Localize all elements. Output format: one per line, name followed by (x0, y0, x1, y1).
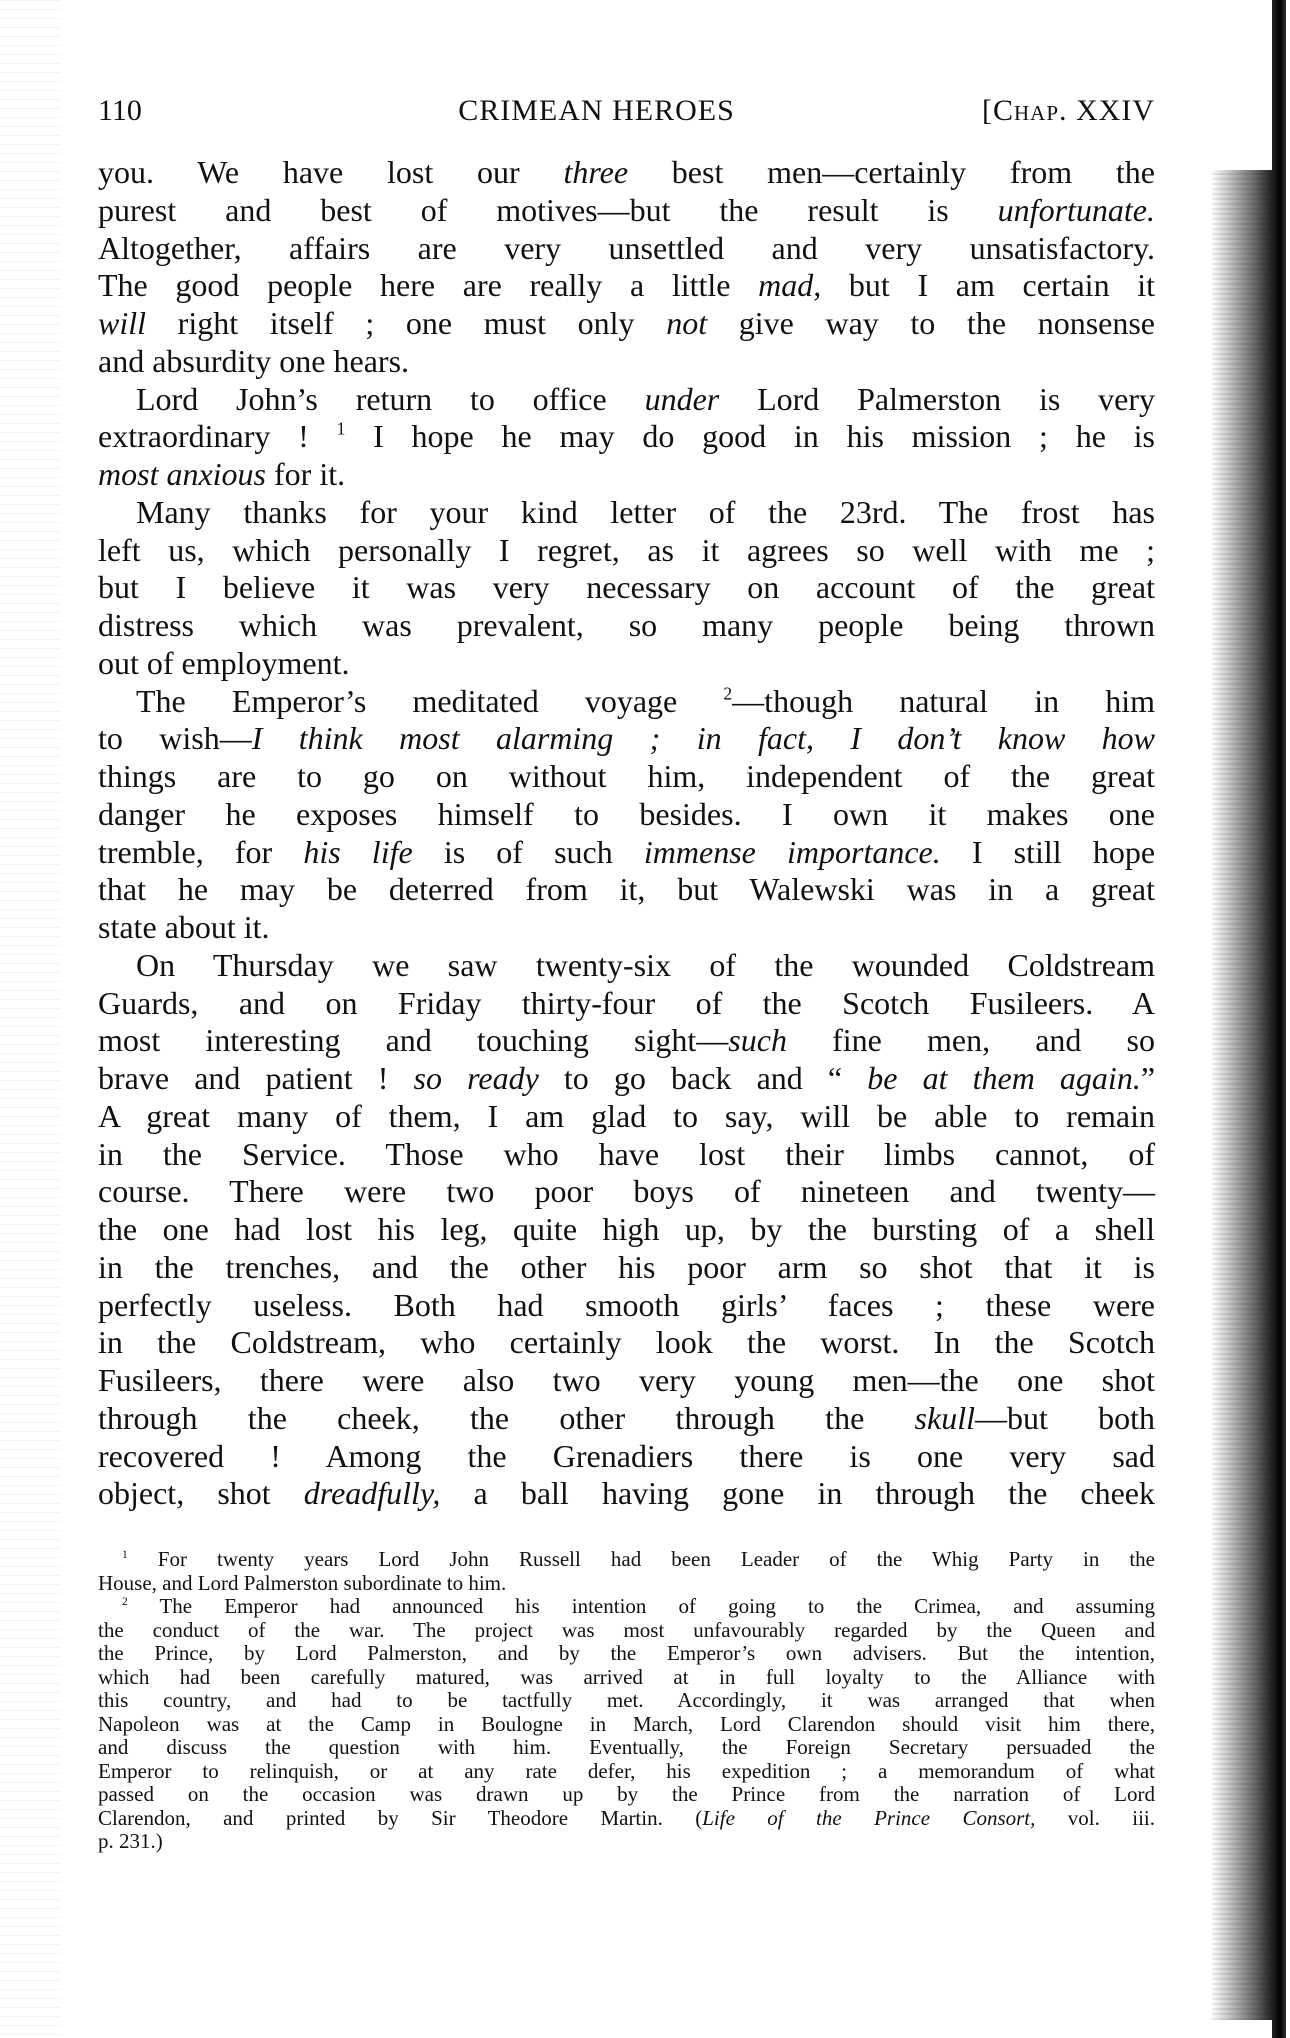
body-line (98, 645, 1155, 683)
italic-text: his life (303, 833, 413, 870)
italic-text: will (98, 305, 147, 341)
text-run: perfectly useless. Both had smooth girls’ faces ; these were (98, 1286, 1155, 1323)
body-line (98, 1173, 1155, 1211)
body-line (98, 1400, 1155, 1438)
body-line (98, 343, 1155, 381)
footnote-line (98, 1619, 1155, 1643)
body-line (98, 532, 1155, 570)
text-run: recovered ! Among the Grenadiers there is one very sad (98, 1437, 1155, 1474)
text-run: I hope he may do good in his mission ; he is (345, 418, 1156, 455)
text-run: Lord John’s return to office (136, 380, 645, 417)
footnotes (98, 1548, 1155, 1854)
body-line (98, 683, 1155, 721)
italic-text: Life of the Prince Consort, (702, 1805, 1036, 1830)
body-line (98, 381, 1155, 419)
body-line (98, 796, 1155, 834)
body-line (98, 1136, 1155, 1174)
text-run: I still hope (940, 833, 1156, 870)
body-line (98, 834, 1155, 872)
text-run: but I am certain it (821, 267, 1156, 304)
text-run: is of such (412, 833, 644, 870)
italic-text: I think most alarming ; in fact, I don’t know how (251, 720, 1156, 757)
text-run: to go back and “ (538, 1060, 868, 1096)
text-run: in the Service. Those who have lost their limbs cannot, of (98, 1135, 1155, 1172)
page-edge-dark (1272, 0, 1286, 2038)
text-run: Many thanks for your kind letter of the 23rd. The frost has (136, 493, 1155, 530)
footnote-line (98, 1642, 1155, 1666)
text-run: things are to go on without him, independent of the great (98, 758, 1155, 794)
text-run: and absurdity one hears. (98, 342, 410, 379)
footnote-line (98, 1666, 1155, 1690)
footnote-marker: 1 (336, 418, 346, 439)
text-run: state about it. (98, 909, 270, 945)
text-run: to wish— (98, 720, 252, 757)
footnote-marker: 2 (723, 683, 733, 704)
italic-text: such (728, 1022, 787, 1059)
text-run: course. There were two poor boys of nineteen and twenty— (98, 1173, 1155, 1210)
body-line (98, 1211, 1155, 1249)
body-line (98, 1098, 1155, 1136)
text-run: Lord Palmerston is very (719, 380, 1156, 417)
text-run: best men—certainly from the (628, 154, 1156, 190)
footnote-line (98, 1595, 1155, 1619)
text-run: the Prince, by Lord Palmerston, and by the Emperor’s own advisers. But the intention, (98, 1641, 1155, 1665)
footnote-line (98, 1572, 1155, 1596)
italic-text: most anxious (98, 456, 266, 492)
text-run: and discuss the question with him. Eventually, the Foreign Secretary persuaded the (98, 1735, 1155, 1759)
body-text (98, 154, 1155, 1513)
text-run: you. We have lost our (98, 154, 564, 190)
text-run: danger he exposes himself to besides. I own it makes one (98, 795, 1155, 832)
footnote-marker: 1 (122, 1548, 128, 1561)
footnote-line (98, 1689, 1155, 1713)
text-run: The Emperor’s meditated voyage (136, 682, 724, 719)
text-run: Guards, and on Friday thirty-four of the Scotch Fusileers. A (98, 984, 1155, 1021)
body-line (98, 985, 1155, 1023)
footnote-line (98, 1783, 1155, 1807)
text-run: The good people here are really a little (98, 267, 759, 304)
body-line (98, 720, 1155, 758)
body-line (98, 418, 1155, 456)
italic-text: be at them again. (867, 1060, 1141, 1096)
text-run: Emperor to relinquish, or at any rate defer, his expedition ; a memorandum of what (98, 1758, 1155, 1783)
text-run: most interesting and touching sight— (98, 1022, 729, 1059)
body-line (98, 1475, 1155, 1513)
body-line (98, 947, 1155, 985)
body-line (98, 267, 1155, 305)
text-run: left us, which personally I regret, as it agrees so well with me ; (98, 531, 1155, 568)
text-run: On Thursday we saw twenty-six of the wounded Coldstream (136, 946, 1155, 983)
body-line (98, 1060, 1155, 1098)
text-run: distress which was prevalent, so many people being thrown (98, 607, 1155, 643)
text-run: in the Coldstream, who certainly look the worst. In the Scotch (98, 1324, 1155, 1361)
body-line (98, 871, 1155, 909)
text-run: For twenty years Lord John Russell had been Leader of the Whig Party in the (127, 1547, 1155, 1571)
text-run: Altogether, affairs are very unsettled and very unsatisfactory. (98, 229, 1155, 266)
italic-text: immense importance. (643, 833, 941, 870)
text-run: The Emperor had announced his intention of going to the Crimea, and assuming (127, 1594, 1155, 1618)
page-number: 110 (98, 94, 142, 127)
text-run: —though natural in him (732, 682, 1155, 719)
italic-text: three (563, 154, 629, 190)
text-run: but I believe it was very necessary on account of the great (98, 569, 1155, 606)
footnote-marker: 2 (122, 1595, 128, 1608)
footnote-line (98, 1760, 1155, 1784)
text-run: through the cheek, the other through the (98, 1399, 915, 1436)
text-run: in the trenches, and the other his poor arm so shot that it is (98, 1248, 1155, 1285)
body-line (98, 607, 1155, 645)
text-run: right itself ; one must only (146, 305, 667, 341)
text-run: that he may be deterred from it, but Walewski was in a great (98, 871, 1155, 908)
body-line (98, 230, 1155, 268)
body-line (98, 456, 1155, 494)
text-run: this country, and had to be tactfully met. Accordingly, it was arranged that when (98, 1688, 1155, 1712)
body-line (98, 1438, 1155, 1476)
footnote-line (98, 1830, 1155, 1854)
body-line (98, 154, 1155, 192)
footnote-line (98, 1713, 1155, 1737)
body-line (98, 758, 1155, 796)
body-line (98, 192, 1155, 230)
body-line (98, 305, 1155, 343)
text-run: purest and best of motives—but the result is (98, 191, 998, 228)
text-run: Fusileers, there were also two very young men—the one shot (98, 1362, 1155, 1398)
page-edge-speckle (0, 0, 60, 2038)
text-run: a ball having gone in through the cheek (440, 1475, 1156, 1512)
text-run: House, and Lord Palmerston subordinate to him. (98, 1570, 507, 1595)
running-title: CRIMEAN HEROES (458, 94, 735, 127)
footnote-line (98, 1736, 1155, 1760)
chapter-label: [Chap. XXIV (982, 94, 1155, 127)
text-run: A great many of them, I am glad to say, will be able to remain (98, 1097, 1155, 1134)
text-run: —but both (974, 1399, 1156, 1436)
text-run: object, shot (98, 1475, 304, 1512)
text-run: p. 231.) (98, 1829, 163, 1853)
italic-text: not (666, 305, 708, 341)
italic-text: dreadfully, (303, 1475, 441, 1512)
text-run: give way to the nonsense (707, 305, 1156, 341)
body-line (98, 1362, 1155, 1400)
text-run: tremble, for (98, 833, 304, 870)
page-gutter-shadow (1212, 170, 1274, 2020)
body-line (98, 1022, 1155, 1060)
footnote-line (98, 1807, 1155, 1831)
footnote-line (98, 1548, 1155, 1572)
body-line (98, 909, 1155, 947)
italic-text: skull (914, 1399, 975, 1436)
text-run: ” (1140, 1060, 1156, 1096)
italic-text: so ready (413, 1060, 539, 1096)
body-line (98, 1249, 1155, 1287)
body-line (98, 1324, 1155, 1362)
text-run: the conduct of the war. The project was most unfavourably regarded by the Queen and (98, 1617, 1155, 1642)
italic-text: mad, (758, 267, 822, 304)
running-header (98, 93, 1155, 129)
text-run: fine men, and so (786, 1022, 1156, 1059)
body-line (98, 1287, 1155, 1325)
text-run: for it. (266, 456, 346, 492)
italic-text: unfortunate. (997, 191, 1155, 228)
text-run: extraordinary ! (98, 418, 337, 455)
text-run: brave and patient ! (98, 1060, 414, 1096)
body-line (98, 494, 1155, 532)
text-run: Clarendon, and printed by Sir Theodore Martin. ( (98, 1805, 703, 1830)
body-line (98, 569, 1155, 607)
text-run: passed on the occasion was drawn up by the Prince from the narration of Lord (98, 1782, 1155, 1806)
text-run: out of employment. (98, 644, 350, 681)
text-run: which had been carefully matured, was arrived at in full loyalty to the Alliance with (98, 1664, 1155, 1689)
italic-text: under (644, 380, 720, 417)
text-run: the one had lost his leg, quite high up, by the bursting of a shell (98, 1211, 1155, 1247)
text-run: Napoleon was at the Camp in Boulogne in March, Lord Clarendon should visit him there, (98, 1711, 1155, 1736)
text-run: vol. iii. (1035, 1805, 1155, 1830)
